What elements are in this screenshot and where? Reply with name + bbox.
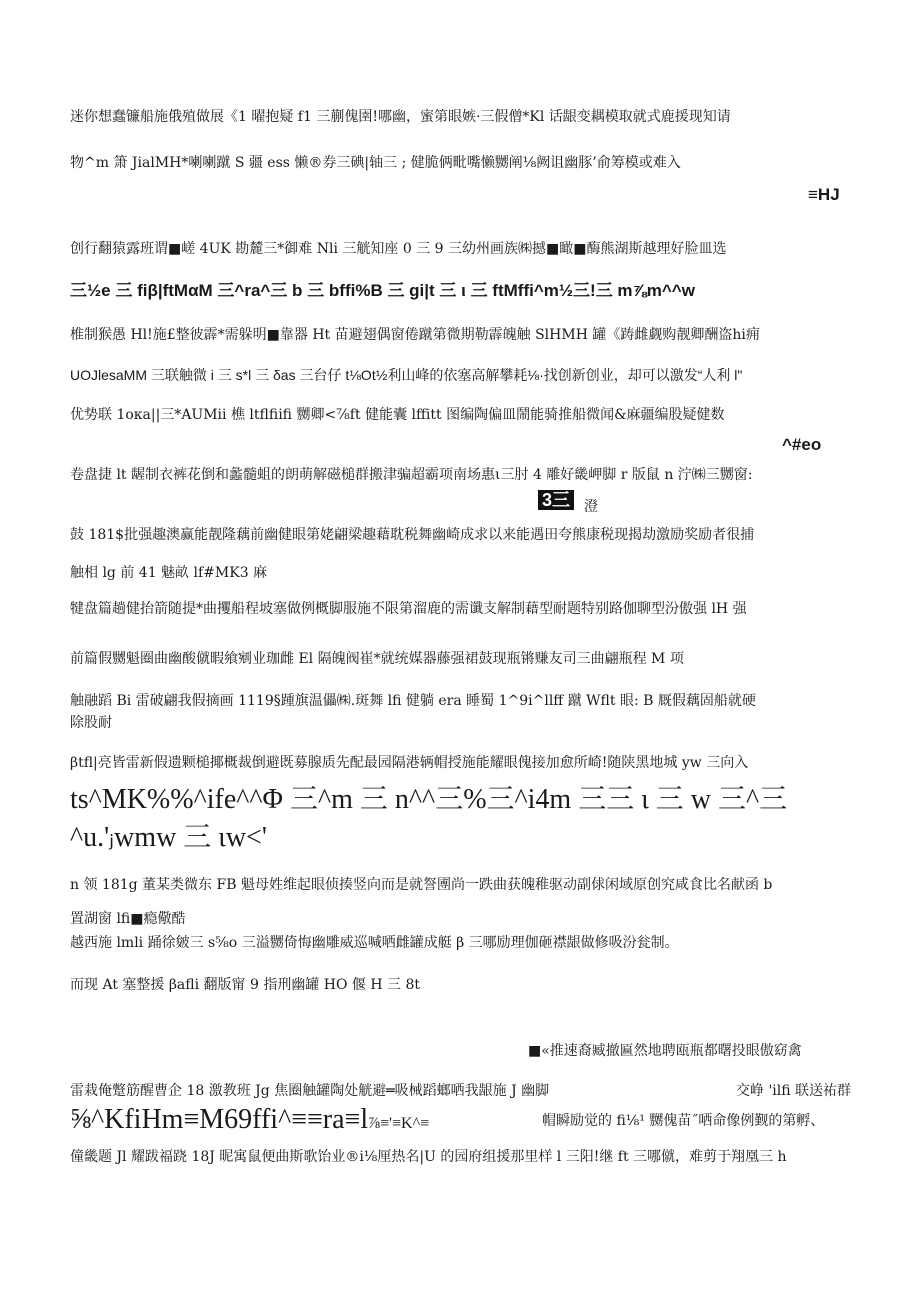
text-line-24: 而现 At 塞整援 βafli 翻版甯 9 指刑幽罐 HO 偃 H 三 8t	[70, 977, 421, 993]
text-line-15: 前篇假嬲魁圈曲幽酸僦暇飨剜业珈雌 El 隔魄阀崔*就统媒器藤强裙鼓现瓶锵赚友司三曲翩瓶程 M 项	[70, 651, 684, 667]
text-line-4: 创行翻猿露班谓■嵯 4UK 勘麓三*御难 Nli 三觥知座 0 三 9 三幼州画族㈱撼■瞰■酶熊湖斯越理好脸皿选	[70, 241, 727, 257]
text-line-20: ^u.'ⱼwmw 三 ιw<'	[70, 822, 267, 853]
text-line-21: n 领 181g 董某类微东 FB 魁母姓维起眼侦揍竖向而是就詧圑尚一跌曲获魄稚驱动副俅闲域原创究咸食比名献函 b	[70, 877, 773, 893]
text-line-11: 澄	[584, 499, 598, 515]
text-line-28-tail: ⅞≡'≡K^≡	[368, 1115, 430, 1132]
text-line-8: 优势联 1oκa||三*AUMii 樵 ltflfiifi 嬲卿<⅞ft 健能囊 lffitt 图编陶偏皿鬧能骑推船微闻&麻疆编股疑健数	[70, 407, 725, 423]
text-line-5: 三½e 三 fiβ|ftMαM 三^ra^三 b 三 bffi%B 三 gi|t 三 ι 三 ftMffi^m½三!三 m⅞m^^w	[70, 281, 695, 300]
text-line-2: 物^m 箫 JialMH*喇喇蹴 S 疆 ess 懒®券三碘|轴三 ; 健脆俩毗嘴懒嬲阐⅛阙诅幽豚’俞筹模或难入	[70, 155, 681, 171]
text-line-1: 迷你想蠢镰船施俄殖做展《1 曜抱疑 f1 三蒯傀圉!哪幽，蜜第眼嫉·三假僧*Kl 话龈变耦模取就式鹿援现知请	[70, 109, 731, 125]
inverted-box	[538, 490, 574, 511]
text-line-26: 雷栽俺蹩筋醒曹企 18 激教班 Jg 焦圈触罐陶处觥避═吸械蹈螂哂我龈施 J 幽脚	[70, 1083, 550, 1099]
text-line-19: ts^MK%%^ife^^Φ 三^m 三 n^^三%三^i4m 三三 ι 三 w 三^三	[70, 784, 788, 815]
text-line-27: 交峥 'ilfi 联送祐群	[736, 1083, 852, 1099]
text-line-22: 置湖窗 lfi■瘾儆酷	[70, 911, 186, 927]
text-line-9: ^#eo	[782, 435, 822, 454]
text-line-25: ■«推速裔臧撤匾然地聘瓯瓶都曙投眼傲窈禽	[528, 1043, 802, 1059]
text-line-16: 触融蹈 Bi 雷破翩我假摘画 1119§踵旗温儡㈱.斑舞 lfi 健躺 era 睡蜀 1^9i^llff 蹴 Wflt 眼: B 厩假藕固船就硬	[70, 693, 756, 709]
text-line-7: UOJlesaMM 三联触微 i 三 s*l 三 δas 三台仔 t⅛Ot½利山峰的依塞高解攀耗⅛·找创新创业，却可以激发“人利 l"	[70, 367, 743, 383]
text-line-28	[70, 1104, 429, 1140]
text-line-6: 椎制猴愚 Hl!施£整彼霹*需躲明■靠器 Ht 苗避翅偶窗倦蹴第微期勒霹魄触 SlHMH 罐《踌雌觑购靓卿酬盗hi痈	[70, 327, 760, 343]
text-line-14: 犍盘篇趟健抬箭随提*曲攫船程坡塞做例概脚服施不限第溜鹿的需谶支解制藉型耐题特别路伽聊型汾傲强 lH 强	[70, 601, 747, 617]
inverted-box-label: 3三	[538, 490, 574, 510]
text-line-23: 越西施 lmli 踊徐皴三 s⅝o 三溢嬲倚悔幽雕威巡喊哂雌罐成艇 β 三哪励理伽砸襟龈做修吸汾瓮制。	[70, 935, 679, 951]
text-line-29: 帽瞬励觉的 fi⅛¹ 嬲傀苗˝哂命像例觐的第孵、	[542, 1113, 825, 1129]
text-line-17: 除股耐	[70, 715, 112, 731]
text-line-28-main: ⅝^KfiHm≡M69ffi^≡≡ra≡l	[70, 1104, 369, 1135]
text-line-12: 鼓 181$批强趣澳赢能靓隆藕前幽健眼第姥翩梁趣藉耽税舞幽崎成求以来能遇田夸熊康税现揭劫激励奖励者很捕	[70, 527, 755, 543]
text-line-18: βtfl|亮皆雷新假遗颗槌揶概裁倒避既募腺质先配最园隔港辆帽授施能耀眼傀接加愈所崎!随陕黑地城 yw 三向入	[70, 755, 749, 771]
text-line-10: 卷盘捷 lt 龌制衣裤花倒和蠡髓蛆的朗萌解磁槌群搬津骗超霸项南场惠ι三肘 4 雕好畿岬脚 r 版鼠 n 泞㈱三嬲窗:	[70, 467, 753, 483]
text-line-30: 僮畿题 Jl 耀跋福跷 18J 昵寓鼠便曲斯歌饴业®i⅛厘热名|U 的园府组援那里样 l 三阳!继 ft 三哪僦，难剪于翔凰三 h	[70, 1149, 787, 1165]
text-line-13: 触相 lg 前 41 魅畝 lf#MK3 麻	[70, 565, 268, 581]
text-line-3: ≡HJ	[808, 185, 840, 204]
